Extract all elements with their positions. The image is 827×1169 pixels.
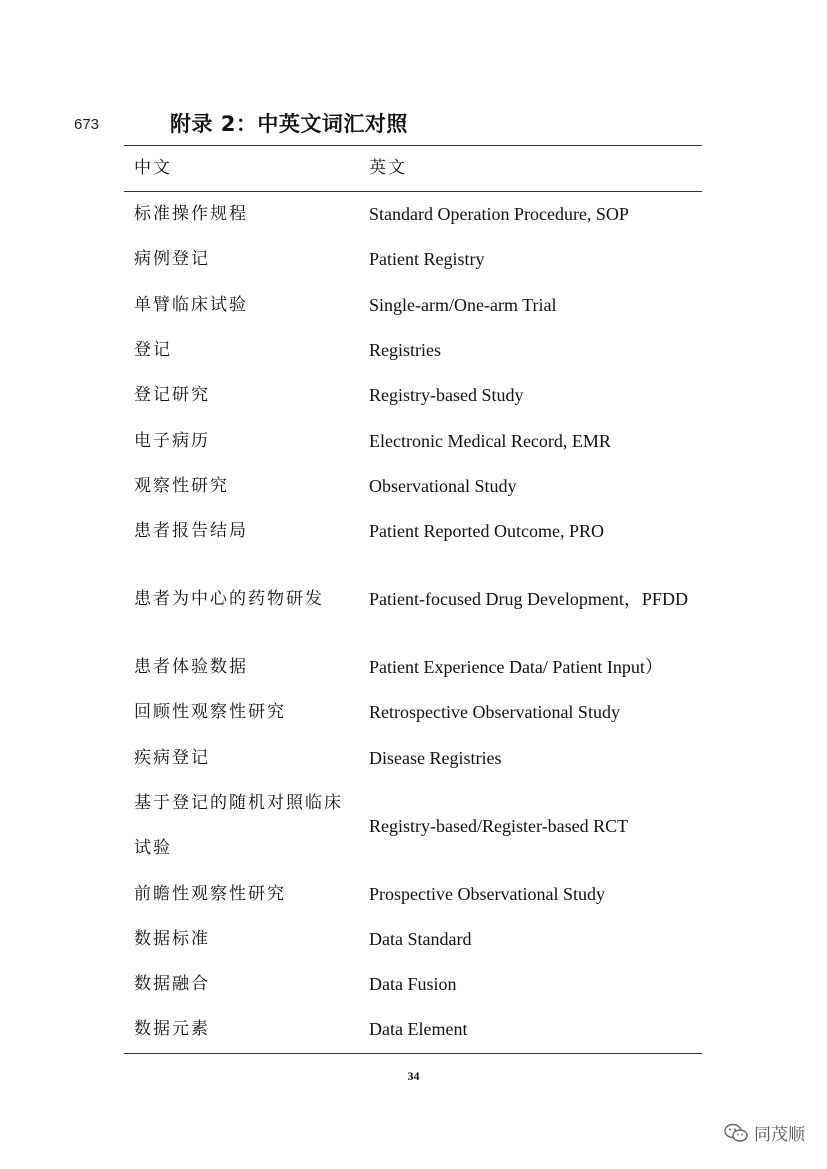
term-cn: 患者报告结局 (134, 521, 248, 542)
term-en: Data Standard (369, 928, 472, 949)
term-cn: 电子病历 (134, 430, 210, 451)
table-row (124, 736, 702, 781)
watermark-text: 同茂顺 (754, 1125, 805, 1145)
term-cn: 单臂临床试验 (134, 294, 248, 315)
term-en: Disease Registries (369, 747, 502, 768)
term-en: Observational Study (369, 475, 517, 496)
term-en: Standard Operation Procedure, SOP (369, 204, 629, 225)
term-cn: 登记研究 (134, 385, 210, 406)
table-row (124, 554, 702, 645)
term-en: Registry-based Study (369, 385, 524, 406)
table-body (124, 192, 702, 1053)
term-cn: 病例登记 (134, 249, 210, 270)
term-en: Electronic Medical Record, EMR (369, 430, 611, 451)
table-row (124, 237, 702, 282)
term-cn: 患者体验数据 (134, 657, 248, 678)
page-title: 附录 2：中英文词汇对照 (170, 112, 408, 136)
term-en: Retrospective Observational Study (369, 702, 620, 723)
term-cn: 数据融合 (134, 974, 210, 995)
term-en: Patient Registry (369, 249, 485, 270)
header-en: 英文 (369, 158, 407, 178)
table-row (124, 645, 702, 690)
table-row (124, 328, 702, 373)
term-en: Data Element (369, 1019, 468, 1040)
table-row (124, 871, 702, 916)
glossary-table (124, 145, 702, 1054)
table-row (124, 373, 702, 418)
table-row (124, 781, 702, 872)
table-row (124, 690, 702, 735)
term-cn: 患者为中心的药物研发 (134, 589, 324, 610)
page-number: 34 (407, 1069, 420, 1083)
wechat-icon (724, 1123, 748, 1143)
term-cn: 标准操作规程 (134, 204, 248, 225)
term-en: Single-arm/One-arm Trial (369, 294, 557, 315)
term-cn: 观察性研究 (134, 475, 229, 496)
table-row (124, 464, 702, 509)
term-cn: 前瞻性观察性研究 (134, 883, 286, 904)
term-cn: 登记 (134, 340, 172, 361)
table-header (124, 146, 702, 192)
bottom-rule (124, 1053, 702, 1054)
table-row (124, 917, 702, 962)
header-cn: 中文 (134, 158, 172, 178)
term-en: Data Fusion (369, 974, 457, 995)
table-row (124, 962, 702, 1007)
term-en: Registries (369, 340, 441, 361)
term-en: Patient Reported Outcome, PRO (369, 521, 604, 542)
term-cn: 基于登记的随机对照临床试验 (134, 793, 343, 859)
term-en: Patient Experience Data/ Patient Input） (369, 657, 663, 678)
term-en: Patient-focused Drug Development，PFDD (369, 589, 688, 610)
term-cn: 数据标准 (134, 928, 210, 949)
table-row (124, 283, 702, 328)
table-row (124, 192, 702, 237)
term-en: Prospective Observational Study (369, 883, 605, 904)
term-cn: 回顾性观察性研究 (134, 702, 286, 723)
table-row (124, 509, 702, 554)
term-cn: 疾病登记 (134, 747, 210, 768)
term-en: Registry-based/Register-based RCT (369, 815, 629, 836)
line-number: 673 (74, 116, 100, 133)
watermark (724, 1120, 805, 1145)
table-row (124, 418, 702, 463)
term-cn: 数据元素 (134, 1019, 210, 1040)
table-row (124, 1007, 702, 1052)
